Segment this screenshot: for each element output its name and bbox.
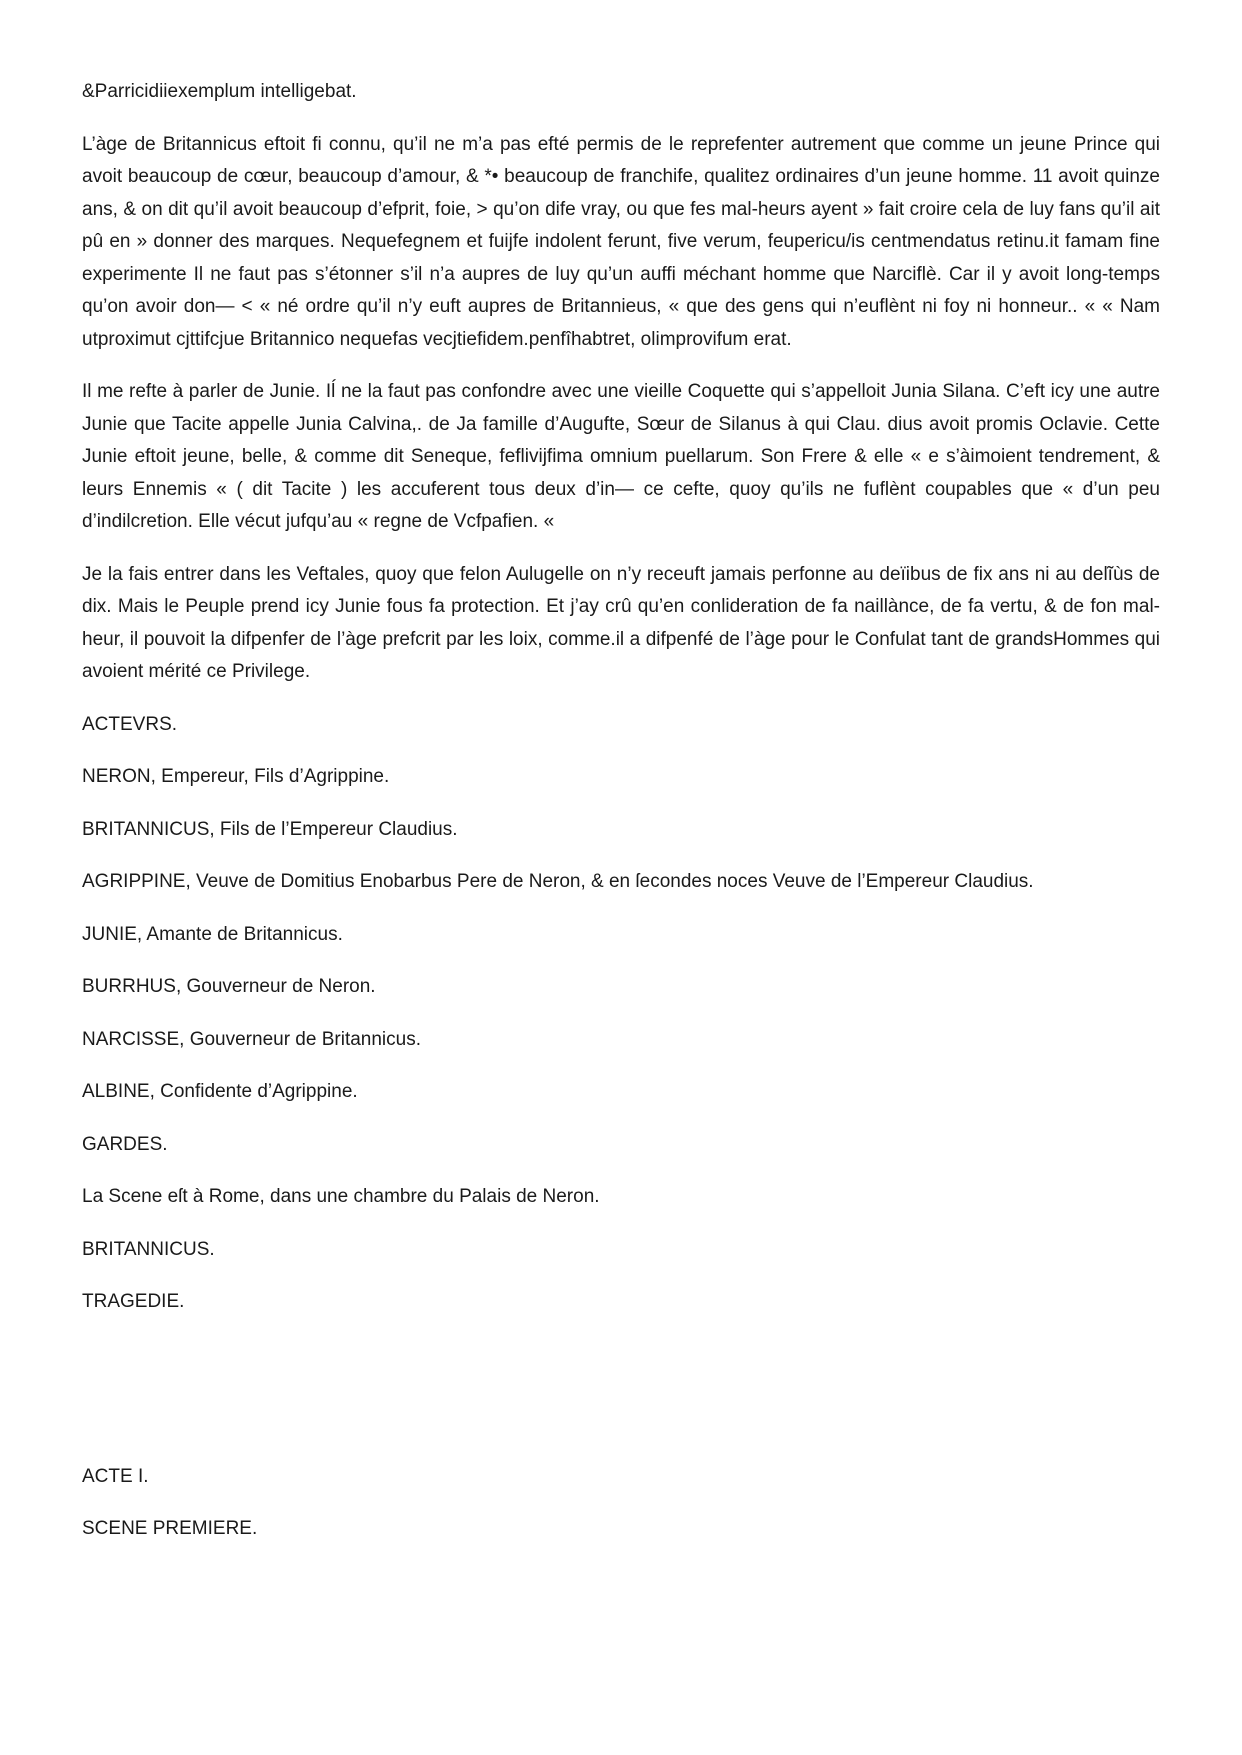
- paragraph-junie: Il me refte à parler de Junie. Iĺ ne la faut pas confondre avec une vieille Coquette qui s’appelloit Junia Silana. C’eft icy une autre Junie que Tacite appelle Junia Calvina,. de Ja famille d’Augufte, Sœur de Silanus à qui Clau. dius avoit promis Oclavie. Cette Junie eftoit jeune, belle, & comme dit Seneque, feflivijfima omnium puellarum. Son Frere & elle « e s’àimoient tendrement, & leurs Ennemis « ( dit Tacite ) les accuferent tous deux d’in— ce cefte, quoy qu’ils ne fuflènt coupables que « d’un peu d’indilcretion. Elle vécut jufqu’au « regne de Vcfpafien. «: [82, 381, 1160, 532]
- cast-heading: ACTEVRS.: [82, 713, 178, 735]
- cast-item-gardes: GARDES.: [82, 1133, 168, 1155]
- cast-item-neron: NERON, Empereur, Fils d’Agrippine.: [82, 766, 390, 787]
- paragraph-vestales: Je la fais entrer dans les Veftales, quoy que felon Aulugelle on n’y receuft jamais perfonne au deïibus de fix ans ni au delĩùs de dix. Mais le Peuple prend icy Junie fous fa protection. Et j’ay crû qu’en conlideration de fa naillànce, de fa vertu, & de fon mal-heur, il pouvoit la difpenfer de l’àge prefcrit par les loix, comme.il a difpenfé de l’àge pour le Confulat tant de grandsHommes qui avoient mérité ce Privilege.: [82, 563, 1160, 682]
- paragraph-britannicus-age: L’àge de Britannicus eftoit fi connu, qu’il ne m’a pas efté permis de le reprefenter autrement que comme un jeune Prince qui avoit beaucoup de cœur, beaucoup d’amour, & *• beaucoup de franchife, qualitez ordinaires d’un jeune homme. 11 avoit quinze ans, & on dit qu’il avoit beaucoup d’efprit, foie, > qu’on dife vray, ou que fes mal-heurs ayent » fait croire cela de luy fans qu’il ait pû en » donner des marques. Nequefegnem et fuijfe indolent ferunt, five verum, feupericu/is centmendatus retinu.it famam fine experimente Il ne faut pas s’étonner s’il n’a aupres de luy qu’un auffi méchant homme que Narciflè. Car il y avoit long-temps qu’on avoir don— < « né ordre qu’il n’y euft aupres de Britannieus, « que des gens qui n’euflènt ni foy ni honneur.. « « Nam utproximut cjttifcjue Britannico nequefas vecjtiefidem.penfîhabtret, olimprovifum erat.: [82, 133, 1160, 350]
- scene-heading: SCENE PREMIERE.: [82, 1518, 258, 1539]
- cast-item-britannicus: BRITANNICUS, Fils de l’Empereur Claudius.: [82, 818, 458, 840]
- cast-item-junie: JUNIE, Amante de Britannicus.: [82, 923, 343, 945]
- cast-item-narcisse: NARCISSE, Gouverneur de Britannicus.: [82, 1028, 421, 1050]
- cast-item-agrippine: AGRIPPINE, Veuve de Domitius Enobarbus Pere de Neron, & en ſecondes noces Veuve de l’Empereur Claudius.: [82, 871, 1034, 892]
- cast-item-burrhus: BURRHUS, Gouverneur de Neron.: [82, 976, 376, 997]
- play-genre: TRAGEDIE.: [82, 1291, 185, 1312]
- scene-setting: La Scene eſt à Rome, dans une chambre du Palais de Neron.: [82, 1186, 600, 1207]
- latin-quote-line: &Parricidiiexemplum intelligebat.: [82, 81, 357, 102]
- page-spacer: [82, 1339, 1160, 1461]
- cast-item-albine: ALBINE, Confidente d’Agrippine.: [82, 1081, 358, 1102]
- play-title: BRITANNICUS.: [82, 1238, 215, 1260]
- act-heading: ACTE I.: [82, 1465, 149, 1487]
- document-page: [82, 76, 1160, 1566]
